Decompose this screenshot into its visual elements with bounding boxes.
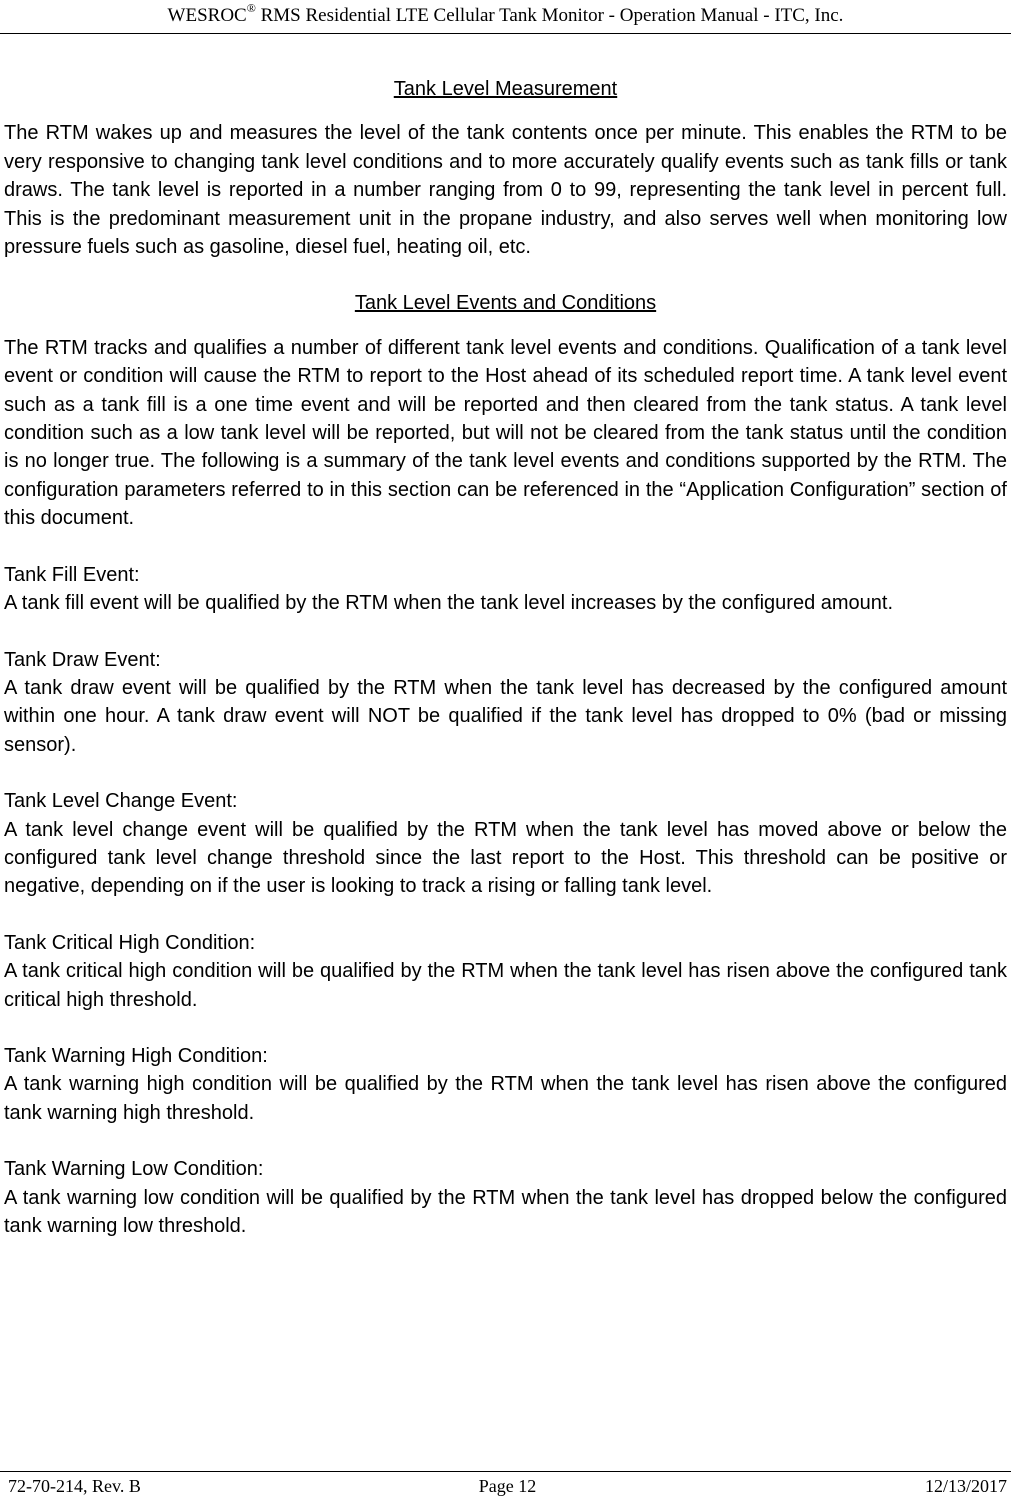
condition-block-critical-high [4, 929, 1007, 1014]
header-divider [0, 33, 1011, 34]
condition-heading: Tank Warning High Condition: [4, 1044, 268, 1067]
event-block-tank-level-change [4, 787, 1007, 901]
section-title-tank-level-measurement: Tank Level Measurement [393, 78, 618, 100]
header-title: RMS Residential LTE Cellular Tank Monitor - Operation Manual - ITC, Inc. [255, 5, 844, 26]
header-brand: WESROC [167, 5, 247, 26]
document-date: 12/13/2017 [924, 1476, 1007, 1496]
condition-block-warning-high [4, 1042, 1007, 1127]
section-intro-events-conditions: The RTM tracks and qualifies a number of different tank level events and conditions. Qualification of a tank level event or condition will cause the RTM to report to the Host ahead of its scheduled report time. A tank level event such as a tank fill is a one time event and will be reported and then cleared from the tank status. A tank level condition such as a low tank level will be reported, but will not be cleared from the tank status until the condition is no longer true. The following is a summary of the tank level events and conditions supported by the RTM. The configuration parameters referred to in this section can be referenced in the “Application Configuration” section of this document. [4, 336, 1007, 530]
event-heading: Tank Fill Event: [4, 563, 140, 586]
event-block-tank-fill [4, 561, 1007, 618]
event-block-tank-draw [4, 646, 1007, 760]
page-footer [8, 1475, 1007, 1497]
page-number: Page 12 [478, 1476, 537, 1496]
condition-block-warning-low [4, 1155, 1007, 1240]
page-header [0, 0, 1011, 28]
section-body-tank-level-measurement: The RTM wakes up and measures the level of the tank contents once per minute. This enables the RTM to be very responsive to changing tank level conditions and to more accurately qualify events such as tank fills or tank draws. The tank level is reported in a number ranging from 0 to 99, representing the tank level in percent full. This is the predominant measurement unit in the propane industry, and also serves well when monitoring low pressure fuels such as gasoline, diesel fuel, heating oil, etc. [4, 122, 1007, 259]
footer-divider [0, 1471, 1011, 1472]
page-content [4, 75, 1007, 1268]
condition-description: A tank warning high condition will be qualified by the RTM when the tank level has risen above the configured tank warning high threshold. [4, 1073, 1007, 1124]
document-id: 72-70-214, Rev. B [8, 1476, 141, 1496]
condition-description: A tank critical high condition will be qualified by the RTM when the tank level has risen above the configured tank critical high threshold. [4, 960, 1007, 1011]
event-description: A tank fill event will be qualified by the RTM when the tank level increases by the configured amount. [4, 592, 894, 615]
registered-mark: ® [246, 0, 256, 15]
condition-heading: Tank Warning Low Condition: [4, 1158, 264, 1181]
condition-heading: Tank Critical High Condition: [4, 931, 256, 954]
event-heading: Tank Level Change Event: [4, 790, 238, 813]
event-description: A tank draw event will be qualified by the RTM when the tank level has decreased by the configured amount within one hour. A tank draw event will NOT be qualified if the tank level has dropped to 0% (bad or missing sensor). [4, 676, 1007, 756]
event-description: A tank level change event will be qualified by the RTM when the tank level has moved above or below the configured tank level change threshold since the last report to the Host. This threshold can be positive or negative, depending on if the user is looking to track a rising or falling tank level. [4, 818, 1007, 898]
section-title-events-conditions: Tank Level Events and Conditions [354, 292, 657, 315]
condition-description: A tank warning low condition will be qualified by the RTM when the tank level has dropped below the configured tank warning low threshold. [4, 1186, 1007, 1237]
event-heading: Tank Draw Event: [4, 648, 161, 671]
